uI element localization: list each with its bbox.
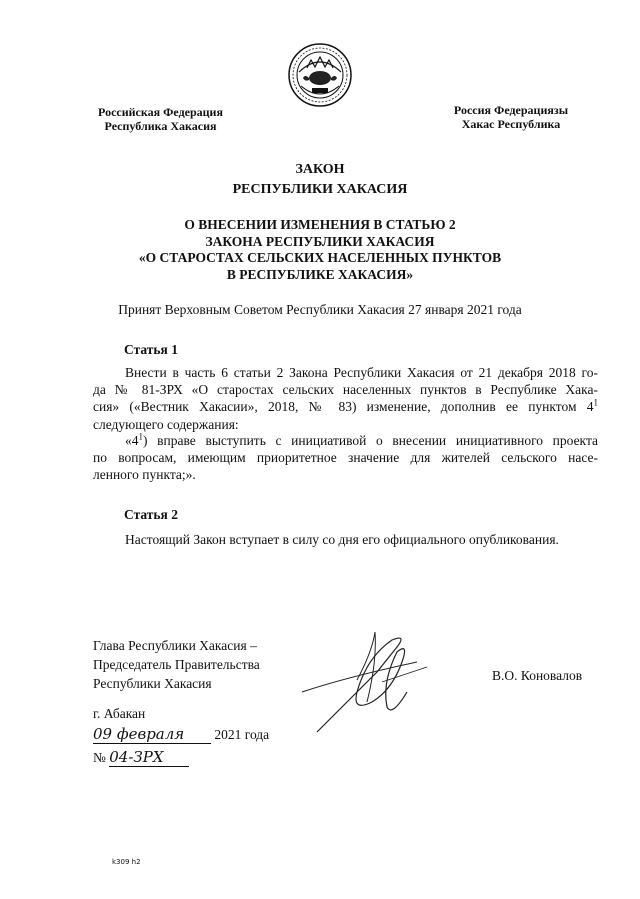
article-1-title: Статья 1	[124, 342, 178, 357]
law-subject-line4: В РЕСПУБЛИКЕ ХАКАСИЯ»	[226, 266, 414, 282]
article-1-line-2: да № 81-ЗРХ «О старостах сельских населенных пунктов в Республике Хака-	[93, 382, 598, 398]
law-subject-line2: ЗАКОНА РЕСПУБЛИКИ ХАКАСИЯ	[205, 233, 435, 249]
number-prefix: №	[93, 750, 106, 765]
signatory-name: В.О. Коновалов	[492, 668, 583, 683]
signatory-position-line3: Республики Хакасия	[93, 676, 212, 691]
signatory-position-line1: Глава Республики Хакасия –	[93, 638, 257, 653]
article-1-quote-line-3: ленного пункта;».	[93, 467, 196, 483]
signatory-position	[93, 636, 260, 693]
article-1-quote-line-1	[93, 432, 598, 449]
signatory-position-line2: Председатель Правительства	[93, 657, 260, 672]
article-1-quote-line-2: по вопросам, имеющим приоритетное значение для жителей сельского насе-	[93, 450, 598, 466]
law-title	[60, 160, 580, 200]
number-line	[93, 748, 189, 767]
header-right-line1: Россия Федерациязы	[453, 103, 569, 117]
article-2-text: Настоящий Закон вступает в силу со дня его официального опубликования.	[125, 532, 559, 547]
law-subject	[60, 217, 580, 283]
header-left	[88, 105, 233, 133]
date-handwritten: 09 февраля	[93, 725, 211, 744]
header-left-line2: Республика Хакасия	[104, 119, 217, 133]
footer-code: k309 h2	[112, 858, 141, 866]
number-handwritten: 04-ЗРХ	[109, 748, 189, 767]
header-right-line2: Хакас Республика	[461, 117, 561, 131]
article-1-line-3-sup: 1	[593, 397, 598, 408]
quote-sup: 1	[138, 431, 143, 442]
article-1-line-3-text: сия» («Вестник Хакасии», 2018, № 83) изменение, дополнив ее пунктом 4	[93, 399, 594, 415]
article-1-paragraph-1	[93, 364, 598, 433]
law-title-line1: ЗАКОН	[295, 162, 345, 177]
date-year: 2021 года	[214, 727, 270, 742]
handwritten-signature	[297, 622, 437, 742]
quote-prefix: «4	[125, 433, 139, 448]
article-2-title: Статья 2	[124, 507, 178, 522]
article-1-line-4: следующего содержания:	[93, 416, 239, 432]
law-title-line2: РЕСПУБЛИКИ ХАКАСИЯ	[232, 182, 408, 197]
header-right	[446, 103, 576, 131]
republic-emblem	[287, 42, 353, 108]
article-1-line-3	[93, 398, 598, 415]
adopted-statement: Принят Верховным Советом Республики Хакасия 27 января 2021 года	[118, 302, 522, 317]
law-subject-line1: О ВНЕСЕНИИ ИЗМЕНЕНИЯ В СТАТЬЮ 2	[184, 217, 456, 232]
place: г. Абакан	[93, 706, 146, 721]
article-1-paragraph-2	[93, 432, 598, 484]
article-2-paragraph	[93, 531, 598, 548]
header-left-line1: Российская Федерация	[98, 105, 223, 119]
date-line	[93, 725, 269, 744]
article-1-line-1: Внести в часть 6 статьи 2 Закона Республики Хакасия от 21 декабря 2018 го-	[125, 365, 598, 380]
quote-rest: ) вправе выступить с инициативой о внесении инициативного проекта	[143, 433, 598, 448]
law-subject-line3: «О СТАРОСТАХ СЕЛЬСКИХ НАСЕЛЕННЫХ ПУНКТОВ	[138, 250, 502, 265]
